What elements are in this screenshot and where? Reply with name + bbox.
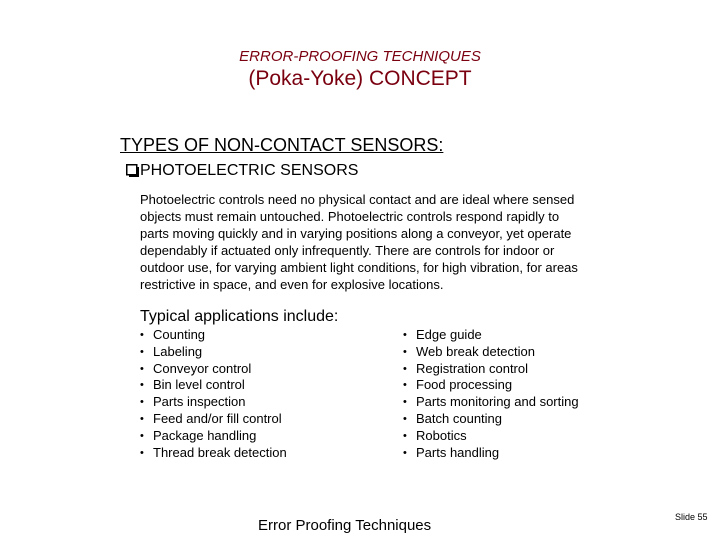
- list-item: • Labeling: [140, 343, 203, 359]
- list-item: • Feed and/or fill control: [140, 410, 282, 426]
- list-item: • Conveyor control: [140, 360, 252, 376]
- bullet-dot-icon: •: [140, 446, 144, 459]
- slide-subtitle: ERROR-PROOFING TECHNIQUES: [239, 48, 481, 65]
- body-line: outdoor use, for varying ambient light conditions, for high vibration, for areas: [140, 260, 578, 275]
- bullet-dot-icon: •: [403, 329, 407, 341]
- checkbox-bullet-icon: [126, 164, 140, 178]
- body-paragraph: [140, 191, 620, 293]
- bullet-dot-icon: •: [140, 429, 144, 442]
- list-item: • Web break detection: [403, 343, 535, 359]
- bullet-dot-icon: •: [403, 345, 407, 358]
- list-item: • Registration control: [403, 360, 528, 376]
- footer-text: Error Proofing Techniques: [258, 517, 432, 534]
- bullet-dot-icon: •: [403, 412, 407, 425]
- list-item: • Parts monitoring and sorting: [403, 394, 579, 410]
- list-item: • Food processing: [403, 377, 513, 393]
- section-heading: TYPES OF NON-CONTACT SENSORS:: [120, 135, 444, 155]
- bullet-dot-icon: •: [140, 412, 144, 425]
- bullet-dot-icon: •: [140, 329, 144, 341]
- photoelectric-heading: PHOTOELECTRIC SENSORS: [140, 162, 359, 179]
- body-line: objects must remain untouched. Photoelectric controls respond rapidly to: [140, 209, 560, 224]
- applications-list-left: [140, 327, 287, 461]
- slide-number: Slide 55: [675, 512, 708, 522]
- bullet-dot-icon: •: [403, 362, 407, 375]
- body-line: dependably if actuated only infrequently. There are controls for indoor or: [140, 243, 555, 258]
- list-item: • Parts inspection: [140, 394, 246, 410]
- list-item: • Bin level control: [140, 377, 245, 393]
- bullet-dot-icon: •: [140, 396, 144, 409]
- list-item: • Thread break detection: [140, 444, 287, 460]
- bullet-dot-icon: •: [403, 379, 407, 392]
- applications-heading: Typical applications include:: [140, 308, 339, 325]
- body-line: parts moving quickly and in varying positions along a conveyor, yet operate: [140, 226, 572, 241]
- applications-list-right: [403, 327, 579, 461]
- list-item: • Robotics: [403, 427, 467, 443]
- bullet-dot-icon: •: [403, 396, 407, 409]
- bullet-dot-icon: •: [140, 362, 144, 375]
- slide-title: (Poka-Yoke) CONCEPT: [248, 67, 472, 90]
- bullet-dot-icon: •: [140, 345, 144, 358]
- bullet-dot-icon: •: [403, 429, 407, 442]
- bullet-dot-icon: •: [403, 446, 407, 459]
- bullet-dot-icon: •: [140, 379, 144, 392]
- list-item: • Batch counting: [403, 410, 503, 426]
- list-item: • Edge guide: [403, 327, 482, 342]
- list-item: • Package handling: [140, 427, 257, 443]
- list-item: • Counting: [140, 327, 206, 342]
- list-item: • Parts handling: [403, 444, 500, 460]
- body-line: Photoelectric controls need no physical contact and are ideal where sensed: [140, 192, 575, 207]
- body-line: restrictive in space, and even for explosive locations.: [140, 277, 444, 292]
